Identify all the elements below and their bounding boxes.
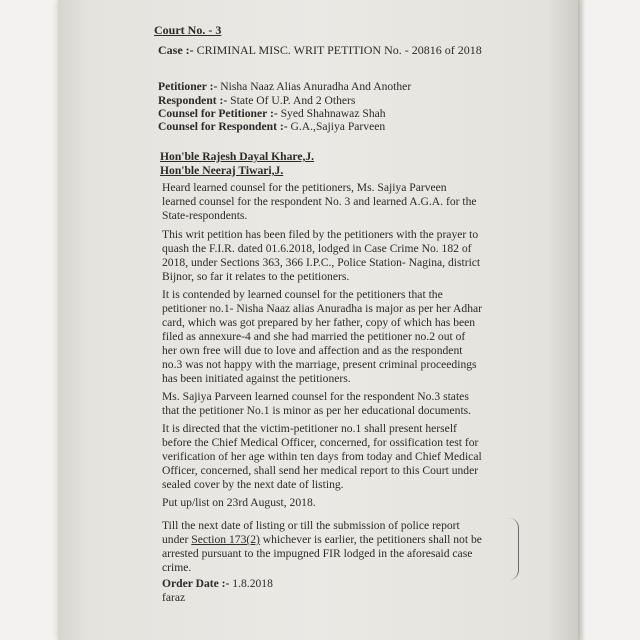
judge-1: Hon'ble Rajesh Dayal Khare,J. <box>160 150 315 163</box>
party-petitioner: Petitioner :- Nisha Naaz Alias Anuradha And Another <box>158 80 412 93</box>
order-date: Order Date :- 1.8.2018 <box>162 577 273 590</box>
paragraph-2: This writ petition has been filed by the petitioners with the prayer to quash the F.I.R. dated 01.6.2018, lodged in Case Crime No. 182 of 2018, under Sections 363, 366 I.P.C., Police Station- Nagina, district Bijnor, so far it relates to the petitioners. <box>162 228 481 283</box>
page-edge-shadow <box>578 0 586 640</box>
party-counsel-respondent: Counsel for Respondent :- G.A.,Sajiya Parveen <box>158 120 386 133</box>
case-label: Case :- <box>158 43 194 57</box>
party-counsel-petitioner: Counsel for Petitioner :- Syed Shahnawaz Shah <box>158 107 386 120</box>
judge-2: Hon'ble Neeraj Tiwari,J. <box>160 164 284 177</box>
pen-margin-mark <box>508 518 519 580</box>
paragraph-1: Heard learned counsel for the petitioners, Ms. Sajiya Parveen learned counsel for the respondent No. 3 and learned A.G.A. for the State-respondents. <box>162 181 477 222</box>
case-line <box>158 43 482 57</box>
party-respondent: Respondent :- State Of U.P. And 2 Others <box>158 94 356 107</box>
paragraph-5: It is directed that the victim-petitioner no.1 shall present herself before the Chief Medical Officer, concerned, for ossification test for verification of her age within ten days from today and Chief Medical Officer, concerned, shall send her medical report to this Court under sealed cover by the next date of listing. <box>162 422 482 491</box>
paragraph-6: Put up/list on 23rd August, 2018. <box>162 496 316 509</box>
court-number: Court No. - 3 <box>154 23 222 37</box>
section-173-reference: Section 173(2) <box>191 533 260 546</box>
paragraph-4: Ms. Sajiya Parveen learned counsel for the respondent No.3 states that the petitioner No.1 is minor as per her educational documents. <box>162 390 472 417</box>
signoff: faraz <box>162 591 186 604</box>
paragraph-3: It is contended by learned counsel for the petitioners that the petitioner no.1- Nisha Naaz alias Anuradha is major as per her Adhar card, which was got prepared by her father, copy of which has been filed as annexure-4 and she had married the petitioner no.2 out of her own free will due to love and affection and as the respondent no.3 was not happy with the marriage, present criminal proceedings has been initiated against the petitioners. <box>162 288 483 385</box>
case-number: CRIMINAL MISC. WRIT PETITION No. - 20816 of 2018 <box>196 43 482 57</box>
document-page <box>58 0 578 640</box>
paragraph-7: Till the next date of listing or till the submission of police report under Section 173(2) whichever is earlier, the petitioners shall not be arrested pursuant to the impugned FIR lodged in the aforesaid case crime. <box>162 519 482 574</box>
